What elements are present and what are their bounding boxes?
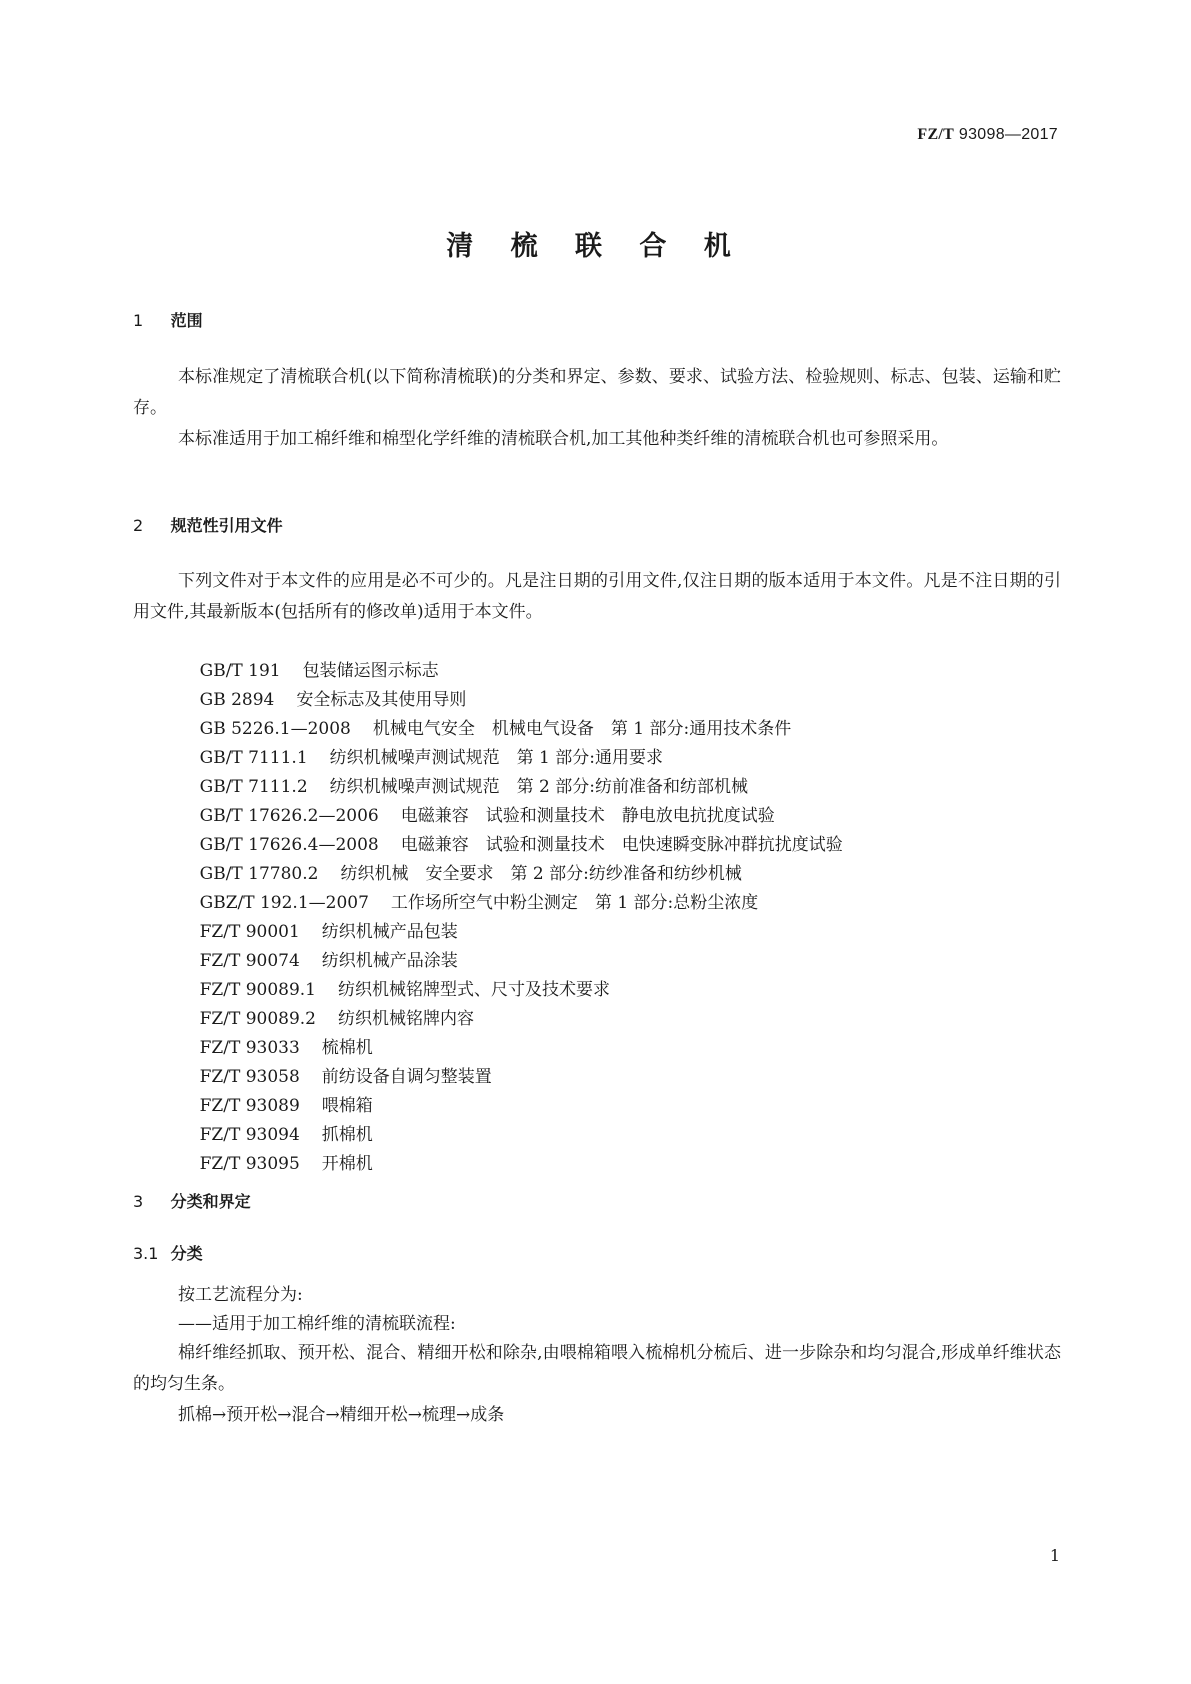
section-title: 分类和界定 — [170, 1192, 251, 1211]
subsection-title: 分类 — [170, 1244, 203, 1263]
standard-prefix: FZ/T — [917, 126, 955, 143]
page-number: 1 — [1049, 1546, 1060, 1565]
reference-title: 工作场所空气中粉尘测定 第 1 部分:总粉尘浓度 — [390, 893, 759, 913]
classification-dash-item: ——适用于加工棉纤维的清梳联流程: — [178, 1314, 456, 1334]
scope-paragraph-1: 本标准规定了清梳联合机(以下简称清梳联)的分类和界定、参数、要求、试验方法、检验规则、标志、包装、运输和贮存。 — [133, 367, 1061, 418]
reference-code: FZ/T 90074 — [199, 951, 300, 971]
section-3-heading — [133, 1189, 251, 1212]
section-1-heading — [133, 308, 203, 331]
reference-code: GB 5226.1—2008 — [199, 719, 351, 739]
reference-code: FZ/T 90001 — [199, 922, 300, 942]
section-number: 3 — [133, 1192, 144, 1211]
reference-code: FZ/T 93095 — [199, 1154, 300, 1174]
reference-code: FZ/T 93089 — [199, 1096, 300, 1116]
reference-code: FZ/T 90089.2 — [199, 1009, 317, 1029]
reference-code: FZ/T 93033 — [199, 1038, 300, 1058]
section-title: 规范性引用文件 — [170, 516, 283, 535]
reference-title: 包装储运图示标志 — [302, 661, 439, 681]
reference-title: 喂棉箱 — [321, 1096, 373, 1116]
reference-title: 纺织机械噪声测试规范 第 1 部分:通用要求 — [329, 748, 664, 768]
classification-paragraph: 棉纤维经抓取、预开松、混合、精细开松和除杂,由喂棉箱喂入梳棉机分梳后、进一步除杂和均匀混合,形成单纤维状态的均匀生条。 — [133, 1343, 1061, 1394]
reference-code: GB/T 7111.2 — [199, 777, 308, 797]
reference-title: 电磁兼容 试验和测量技术 静电放电抗扰度试验 — [400, 806, 775, 826]
standard-number — [917, 126, 1058, 144]
reference-title: 纺织机械产品涂装 — [321, 951, 458, 971]
reference-title: 前纺设备自调匀整装置 — [321, 1067, 492, 1087]
reference-title: 纺织机械铭牌内容 — [338, 1009, 475, 1029]
section-2-heading — [133, 513, 283, 536]
reference-code: GB/T 191 — [199, 661, 281, 681]
reference-title: 开棉机 — [321, 1154, 373, 1174]
subsection-number: 3.1 — [133, 1244, 159, 1263]
standard-code: 93098—2017 — [958, 126, 1058, 143]
process-flow: 抓棉→预开松→混合→精细开松→梳理→成条 — [178, 1405, 505, 1425]
scope-paragraph-2: 本标准适用于加工棉纤维和棉型化学纤维的清梳联合机,加工其他种类纤维的清梳联合机也可参照采用。 — [178, 429, 949, 449]
section-title: 范围 — [170, 311, 203, 330]
reference-title: 抓棉机 — [321, 1125, 373, 1145]
reference-code: GB/T 17780.2 — [199, 864, 319, 884]
reference-code: FZ/T 93058 — [199, 1067, 300, 1087]
classification-intro: 按工艺流程分为: — [178, 1285, 303, 1305]
reference-code: GB/T 17626.4—2008 — [199, 835, 379, 855]
reference-code: GB 2894 — [199, 690, 275, 710]
reference-code: FZ/T 93094 — [199, 1125, 300, 1145]
reference-title: 安全标志及其使用导则 — [296, 690, 467, 710]
reference-title: 纺织机械铭牌型式、尺寸及技术要求 — [338, 980, 611, 1000]
reference-code: GB/T 7111.1 — [199, 748, 308, 768]
reference-title: 纺织机械噪声测试规范 第 2 部分:纺前准备和纺部机械 — [329, 777, 749, 797]
subsection-3-1-heading — [133, 1241, 203, 1264]
reference-title: 纺织机械产品包装 — [321, 922, 458, 942]
reference-code: GB/T 17626.2—2006 — [199, 806, 379, 826]
reference-title: 纺织机械 安全要求 第 2 部分:纺纱准备和纺纱机械 — [340, 864, 742, 884]
section-number: 2 — [133, 516, 144, 535]
reference-title: 梳棉机 — [321, 1038, 373, 1058]
section-number: 1 — [133, 311, 144, 330]
reference-title: 机械电气安全 机械电气设备 第 1 部分:通用技术条件 — [372, 719, 792, 739]
reference-title: 电磁兼容 试验和测量技术 电快速瞬变脉冲群抗扰度试验 — [400, 835, 843, 855]
reference-code: GBZ/T 192.1—2007 — [199, 893, 369, 913]
normative-references-intro: 下列文件对于本文件的应用是必不可少的。凡是注日期的引用文件,仅注日期的版本适用于本文件。凡是不注日期的引用文件,其最新版本(包括所有的修改单)适用于本文件。 — [133, 571, 1061, 622]
document-title: 清 梳 联 合 机 — [446, 231, 745, 262]
reference-code: FZ/T 90089.1 — [199, 980, 317, 1000]
